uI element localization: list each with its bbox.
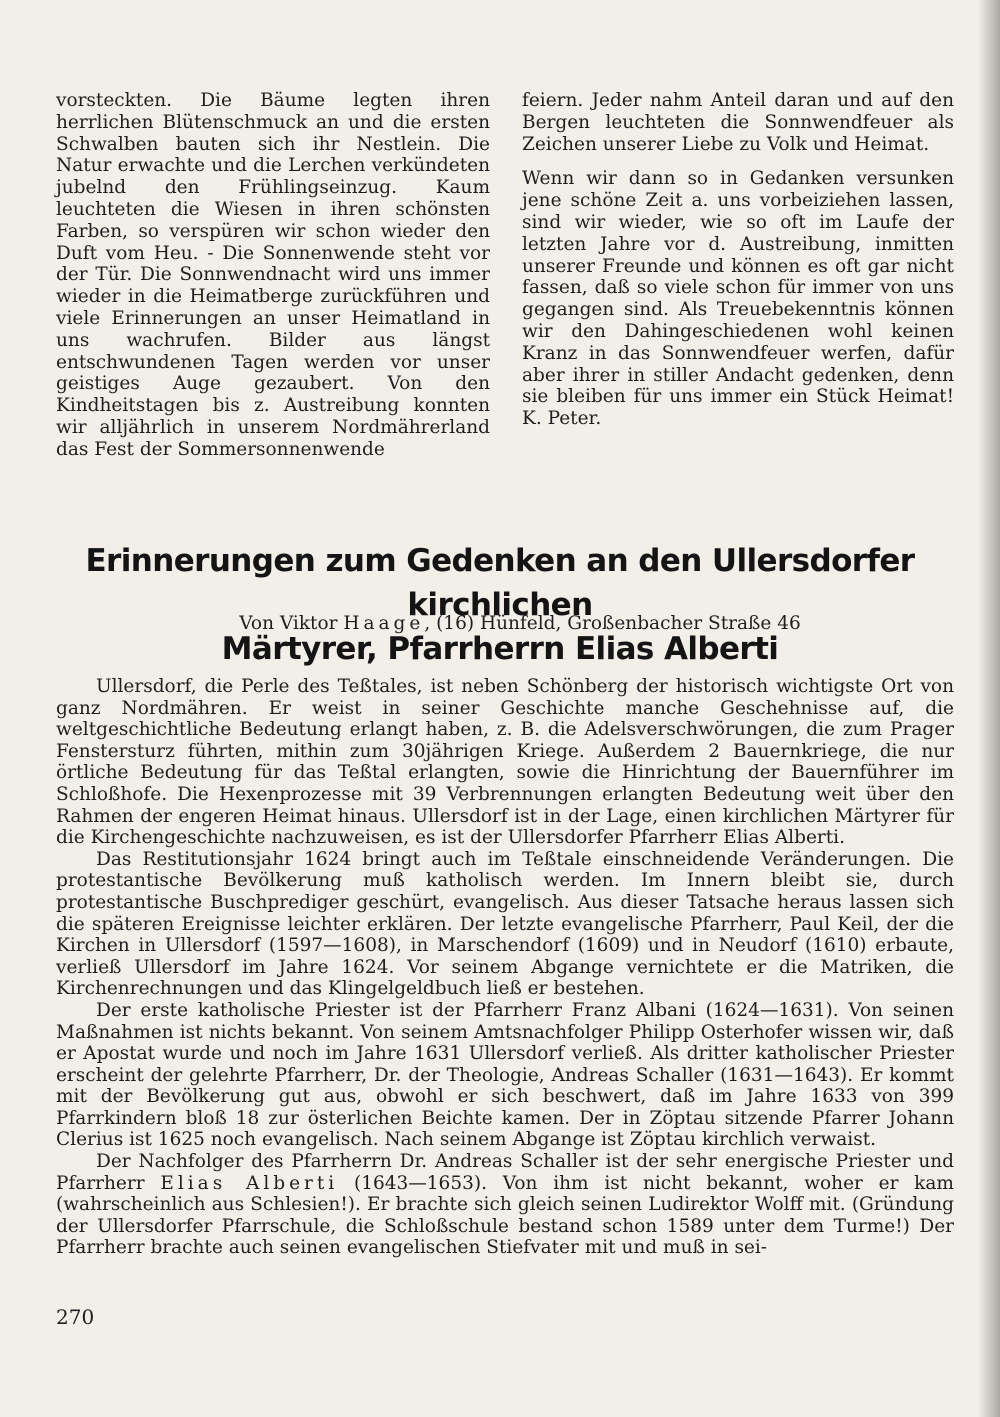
right-column-paragraph-1: feiern. Jeder nahm Anteil daran und auf den Bergen leuchteten die Sonnwendfeuer als Zeichen unserer Liebe zu Volk und Heimat. (522, 90, 954, 155)
byline-address: , (16) Hünfeld, Großenbacher Straße 46 (424, 613, 801, 634)
article-paragraph-2: Das Restitutionsjahr 1624 bringt auch im Teßtale einschneidende Veränderungen. Die protestantische Bevölkerung muß katholisch werden. Im Innern bleibt sie, durch protestantische Buschprediger geschürt, evangelisch. Aus dieser Tatsache heraus lassen sich die späteren Ereignisse leichter erklären. Der letzte evangelische Pfarrherr, Paul Keil, der die Kirchen in Ullersdorf (1597—1608), in Marschendorf (1609) und in Neudorf (1610) erbaute, verließ Ullersdorf im Jahre 1624. Vor seinem Abgange vernichtete er die Matriken, die Kirchenrechnungen und das Klingelgeldbuch ließ er bestehen. (56, 848, 954, 1000)
article-byline (40, 612, 1000, 636)
left-column-paragraph: vorsteckten. Die Bäume legten ihren herrlichen Blütenschmuck an und die ersten Schwalben bauten sich ihr Nestlein. Die Natur erwachte und die Lerchen verkündeten jubelnd den Frühlingseinzug. Kaum leuchteten die Wiesen in ihren schönsten Farben, so verspüren wir schon wieder den Duft vom Heu. - Die Sonnenwende steht vor der Tür. Die Sonnwendnacht wird uns immer wieder in die Heimatberge zurückführen und viele Erinnerungen an unser Heimatland in uns wachrufen. Bilder aus längst entschwundenen Tagen werden vor unser geistiges Auge gezaubert. Von den Kindheitstagen bis z. Austreibung konnten wir alljährlich in unserem Nordmährerland das Fest der Sommersonnenwende (56, 90, 490, 460)
paragraph-4-name: Elias Alberti (160, 1172, 339, 1194)
right-column-paragraph-2: Wenn wir dann so in Gedanken versunken jene schöne Zeit a. uns vorbeiziehen lassen, sind wir wieder, wie so oft im Laufe der letzten Jahre vor d. Austreibung, inmitten unserer Freunde und können es oft gar nicht fassen, daß so viele schon für immer von uns gegangen sind. Als Treuebekenntnis können wir den Dahingeschiedenen wohl keinen Kranz in das Sonnwendfeuer werfen, dafür aber ihrer in stiller Andacht gedenken, denn sie bleiben für uns immer ein Stück Heimat! K. Peter. (522, 168, 954, 430)
right-column (522, 90, 954, 430)
article-body (56, 676, 954, 1259)
article-paragraph-4 (56, 1151, 954, 1259)
article-title-line-2: Märtyrer, Pfarrherrn Elias Alberti (221, 630, 779, 667)
byline-surname: Haage (343, 613, 425, 634)
article-paragraph-1: Ullersdorf, die Perle des Teßtales, ist neben Schönberg der historisch wichtigste Ort von ganz Nordmähren. Er weist in seiner Geschichte manche Geschehnisse auf, die weltgeschichtliche Bedeutung erlangt haben, z. B. die Adelsverschwörungen, die zum Prager Fenstersturz führten, mithin zum 30jährigen Kriege. Außerdem 2 Bauernkriege, die nur örtliche Bedeutung für das Teßtal erlangten, sowie die Hinrichtung der Bauernführer im Schloßhofe. Die Hexenprozesse mit 39 Verbrennungen erlangten Bedeutung weit über den Rahmen der engeren Heimat hinaus. Ullersdorf ist in der Lage, einen kirchlichen Märtyrer für die Kirchengeschichte nachzuweisen, es ist der Ullersdorfer Pfarrherr Elias Alberti. (56, 676, 954, 849)
article-title (40, 539, 960, 671)
paragraph-4-part-2: (1643—1653). Von ihm ist nicht bekannt, woher er kam (wahrscheinlich aus Schlesien!). Er brachte sich gleich seinen Ludirektor Wolff mit. (Gründung der Ullersdorfer Pfarrschule, die Schloßschule bestand schon 1589 unter dem Turme!) Der Pfarrherr brachte auch seinen evangelischen Stiefvater mit und muß in sei- (56, 1172, 954, 1259)
book-spine-shadow (978, 0, 1000, 1417)
page-number: 270 (56, 1305, 95, 1329)
article-paragraph-3: Der erste katholische Priester ist der Pfarrherr Franz Albani (1624—1631). Von seinen Maßnahmen ist nichts bekannt. Von seinem Amtsnachfolger Philipp Osterhofer wissen wir, daß er Apostat wurde und noch im Jahre 1631 Ullersdorf verließ. Als dritter katholischer Priester erscheint der gelehrte Pfarrherr, Dr. der Theologie, Andreas Schaller (1631—1643). Er kommt mit der Bevölkerung gut aus, obwohl er sich beschwert, daß im Jahre 1633 von 399 Pfarrkindern bloß 18 zur österlichen Beichte kamen. Der in Zöptau sitzende Pfarrer Johann Clerius ist 1625 noch evangelisch. Nach seinem Abgange ist Zöptau kirchlich verwaist. (56, 999, 954, 1151)
article-title-line-1: Erinnerungen zum Gedenken an den Ullersdorfer kirchlichen (85, 542, 915, 623)
paragraph-4-part-1: Der Nachfolger des Pfarrherrn Dr. Andreas Schaller ist der sehr energische Priester und Pfarrherr (56, 1151, 954, 1194)
left-column (56, 90, 490, 461)
byline-prefix: Von Viktor (239, 613, 338, 634)
